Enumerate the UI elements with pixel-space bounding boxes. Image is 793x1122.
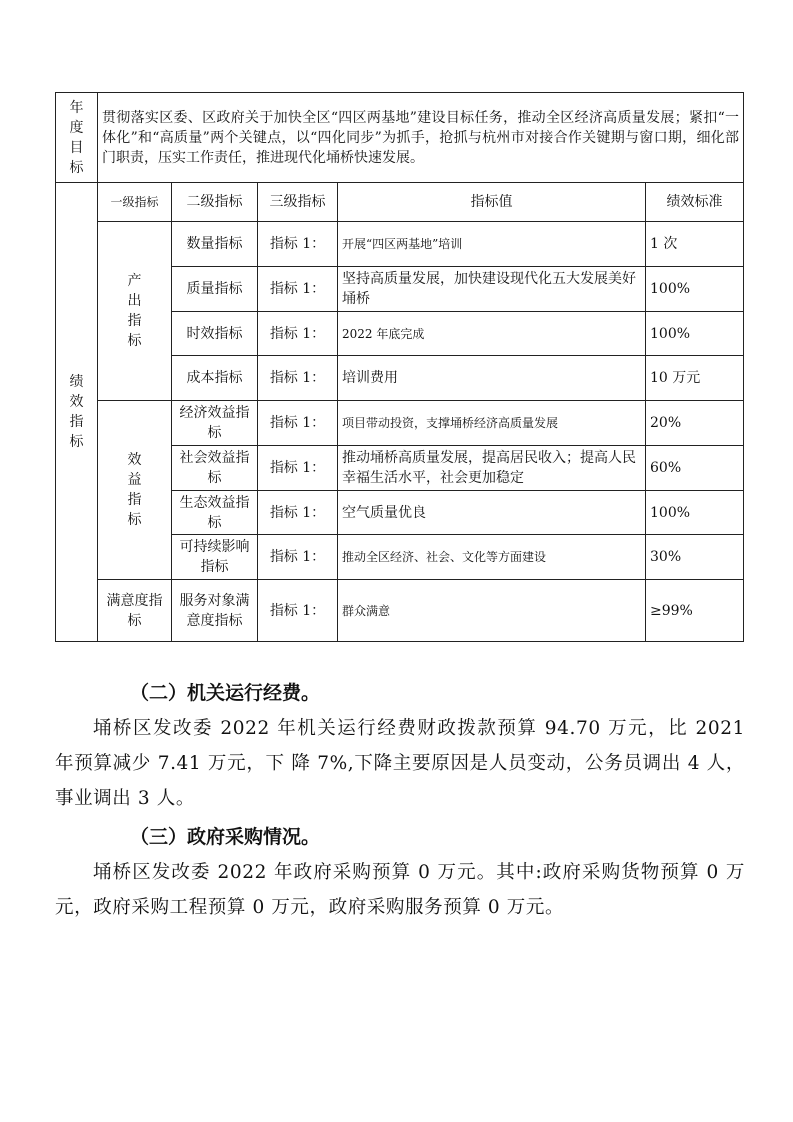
- header-standard: 绩效标准: [646, 183, 744, 222]
- table-row: [56, 580, 744, 642]
- section-paragraph: 埇桥区发改委 2022 年机关运行经费财政拨款预算 94.70 万元，比 2021 年预算减少 7.41 万元，下 降 7%,下降主要原因是人员变动，公务员调出 4 人，事业调出 3 人。: [55, 718, 745, 809]
- header-level2: 二级指标: [172, 183, 258, 222]
- standard-cell: 10 万元: [646, 356, 744, 401]
- section-heading: （三）政府采购情况。: [130, 826, 321, 848]
- level3-cell: 指标 1：: [258, 222, 338, 267]
- header-value: 指标值: [338, 183, 646, 222]
- level2-cell: 时效指标: [172, 312, 258, 356]
- standard-cell: 60%: [646, 446, 744, 491]
- section-operating-costs: [55, 678, 745, 816]
- level2-cell: 服务对象满意度指标: [172, 580, 258, 642]
- performance-indicators-label: 绩 效 指 标: [56, 183, 98, 642]
- value-cell: 坚持高质量发展，加快建设现代化五大发展美好埇桥: [338, 267, 646, 312]
- level3-cell: 指标 1：: [258, 535, 338, 580]
- benefit-indicators-label: 效 益 指 标: [98, 401, 172, 580]
- standard-cell: 30%: [646, 535, 744, 580]
- level3-cell: 指标 1：: [258, 401, 338, 446]
- level2-cell: 可持续影响指标: [172, 535, 258, 580]
- level3-cell: 指标 1：: [258, 580, 338, 642]
- level2-cell: 生态效益指标: [172, 491, 258, 535]
- standard-cell: 100%: [646, 267, 744, 312]
- level3-cell: 指标 1：: [258, 491, 338, 535]
- level3-cell: 指标 1：: [258, 312, 338, 356]
- performance-table: [55, 92, 744, 642]
- output-indicators-label: 产 出 指 标: [98, 222, 172, 401]
- value-cell: 群众满意: [338, 580, 646, 642]
- table-row: [56, 222, 744, 267]
- annual-goal-label: 年 度 目 标: [56, 93, 98, 183]
- value-cell: 空气质量优良: [338, 491, 646, 535]
- header-level3: 三级指标: [258, 183, 338, 222]
- level2-cell: 经济效益指标: [172, 401, 258, 446]
- value-cell: 推动埇桥高质量发展，提高居民收入；提高人民幸福生活水平，社会更加稳定: [338, 446, 646, 491]
- section-paragraph: 埇桥区发改委 2022 年政府采购预算 0 万元。其中:政府采购货物预算 0 万元，政府采购工程预算 0 万元，政府采购服务预算 0 万元。: [55, 862, 745, 918]
- section-heading: （二）机关运行经费。: [130, 682, 321, 704]
- level2-cell: 成本指标: [172, 356, 258, 401]
- standard-cell: 1 次: [646, 222, 744, 267]
- value-cell: 项目带动投资，支撑埇桥经济高质量发展: [338, 401, 646, 446]
- level3-cell: 指标 1：: [258, 356, 338, 401]
- level2-cell: 社会效益指标: [172, 446, 258, 491]
- standard-cell: ≥99%: [646, 580, 744, 642]
- level3-cell: 指标 1：: [258, 446, 338, 491]
- header-level1: 一级指标: [98, 183, 172, 222]
- standard-cell: 100%: [646, 312, 744, 356]
- annual-goal-text: 贯彻落实区委、区政府关于加快全区“四区两基地”建设目标任务，推动全区经济高质量发展；紧扣“一体化”和“高质量”两个关键点，以“四化同步”为抓手，抢抓与杭州市对接合作关键期与窗口期，细化部门职责，压实工作责任，推进现代化埇桥快速发展。: [98, 93, 744, 183]
- level3-cell: 指标 1：: [258, 267, 338, 312]
- value-cell: 开展“四区两基地”培训: [338, 222, 646, 267]
- goal-row: [56, 93, 744, 183]
- level2-cell: 质量指标: [172, 267, 258, 312]
- section-government-procurement: [55, 822, 745, 925]
- standard-cell: 20%: [646, 401, 744, 446]
- value-cell: 推动全区经济、社会、文化等方面建设: [338, 535, 646, 580]
- value-cell: 培训费用: [338, 356, 646, 401]
- header-row: [56, 183, 744, 222]
- value-cell: 2022 年底完成: [338, 312, 646, 356]
- standard-cell: 100%: [646, 491, 744, 535]
- table-row: [56, 401, 744, 446]
- level2-cell: 数量指标: [172, 222, 258, 267]
- satisfaction-indicators-label: 满意度指标: [98, 580, 172, 642]
